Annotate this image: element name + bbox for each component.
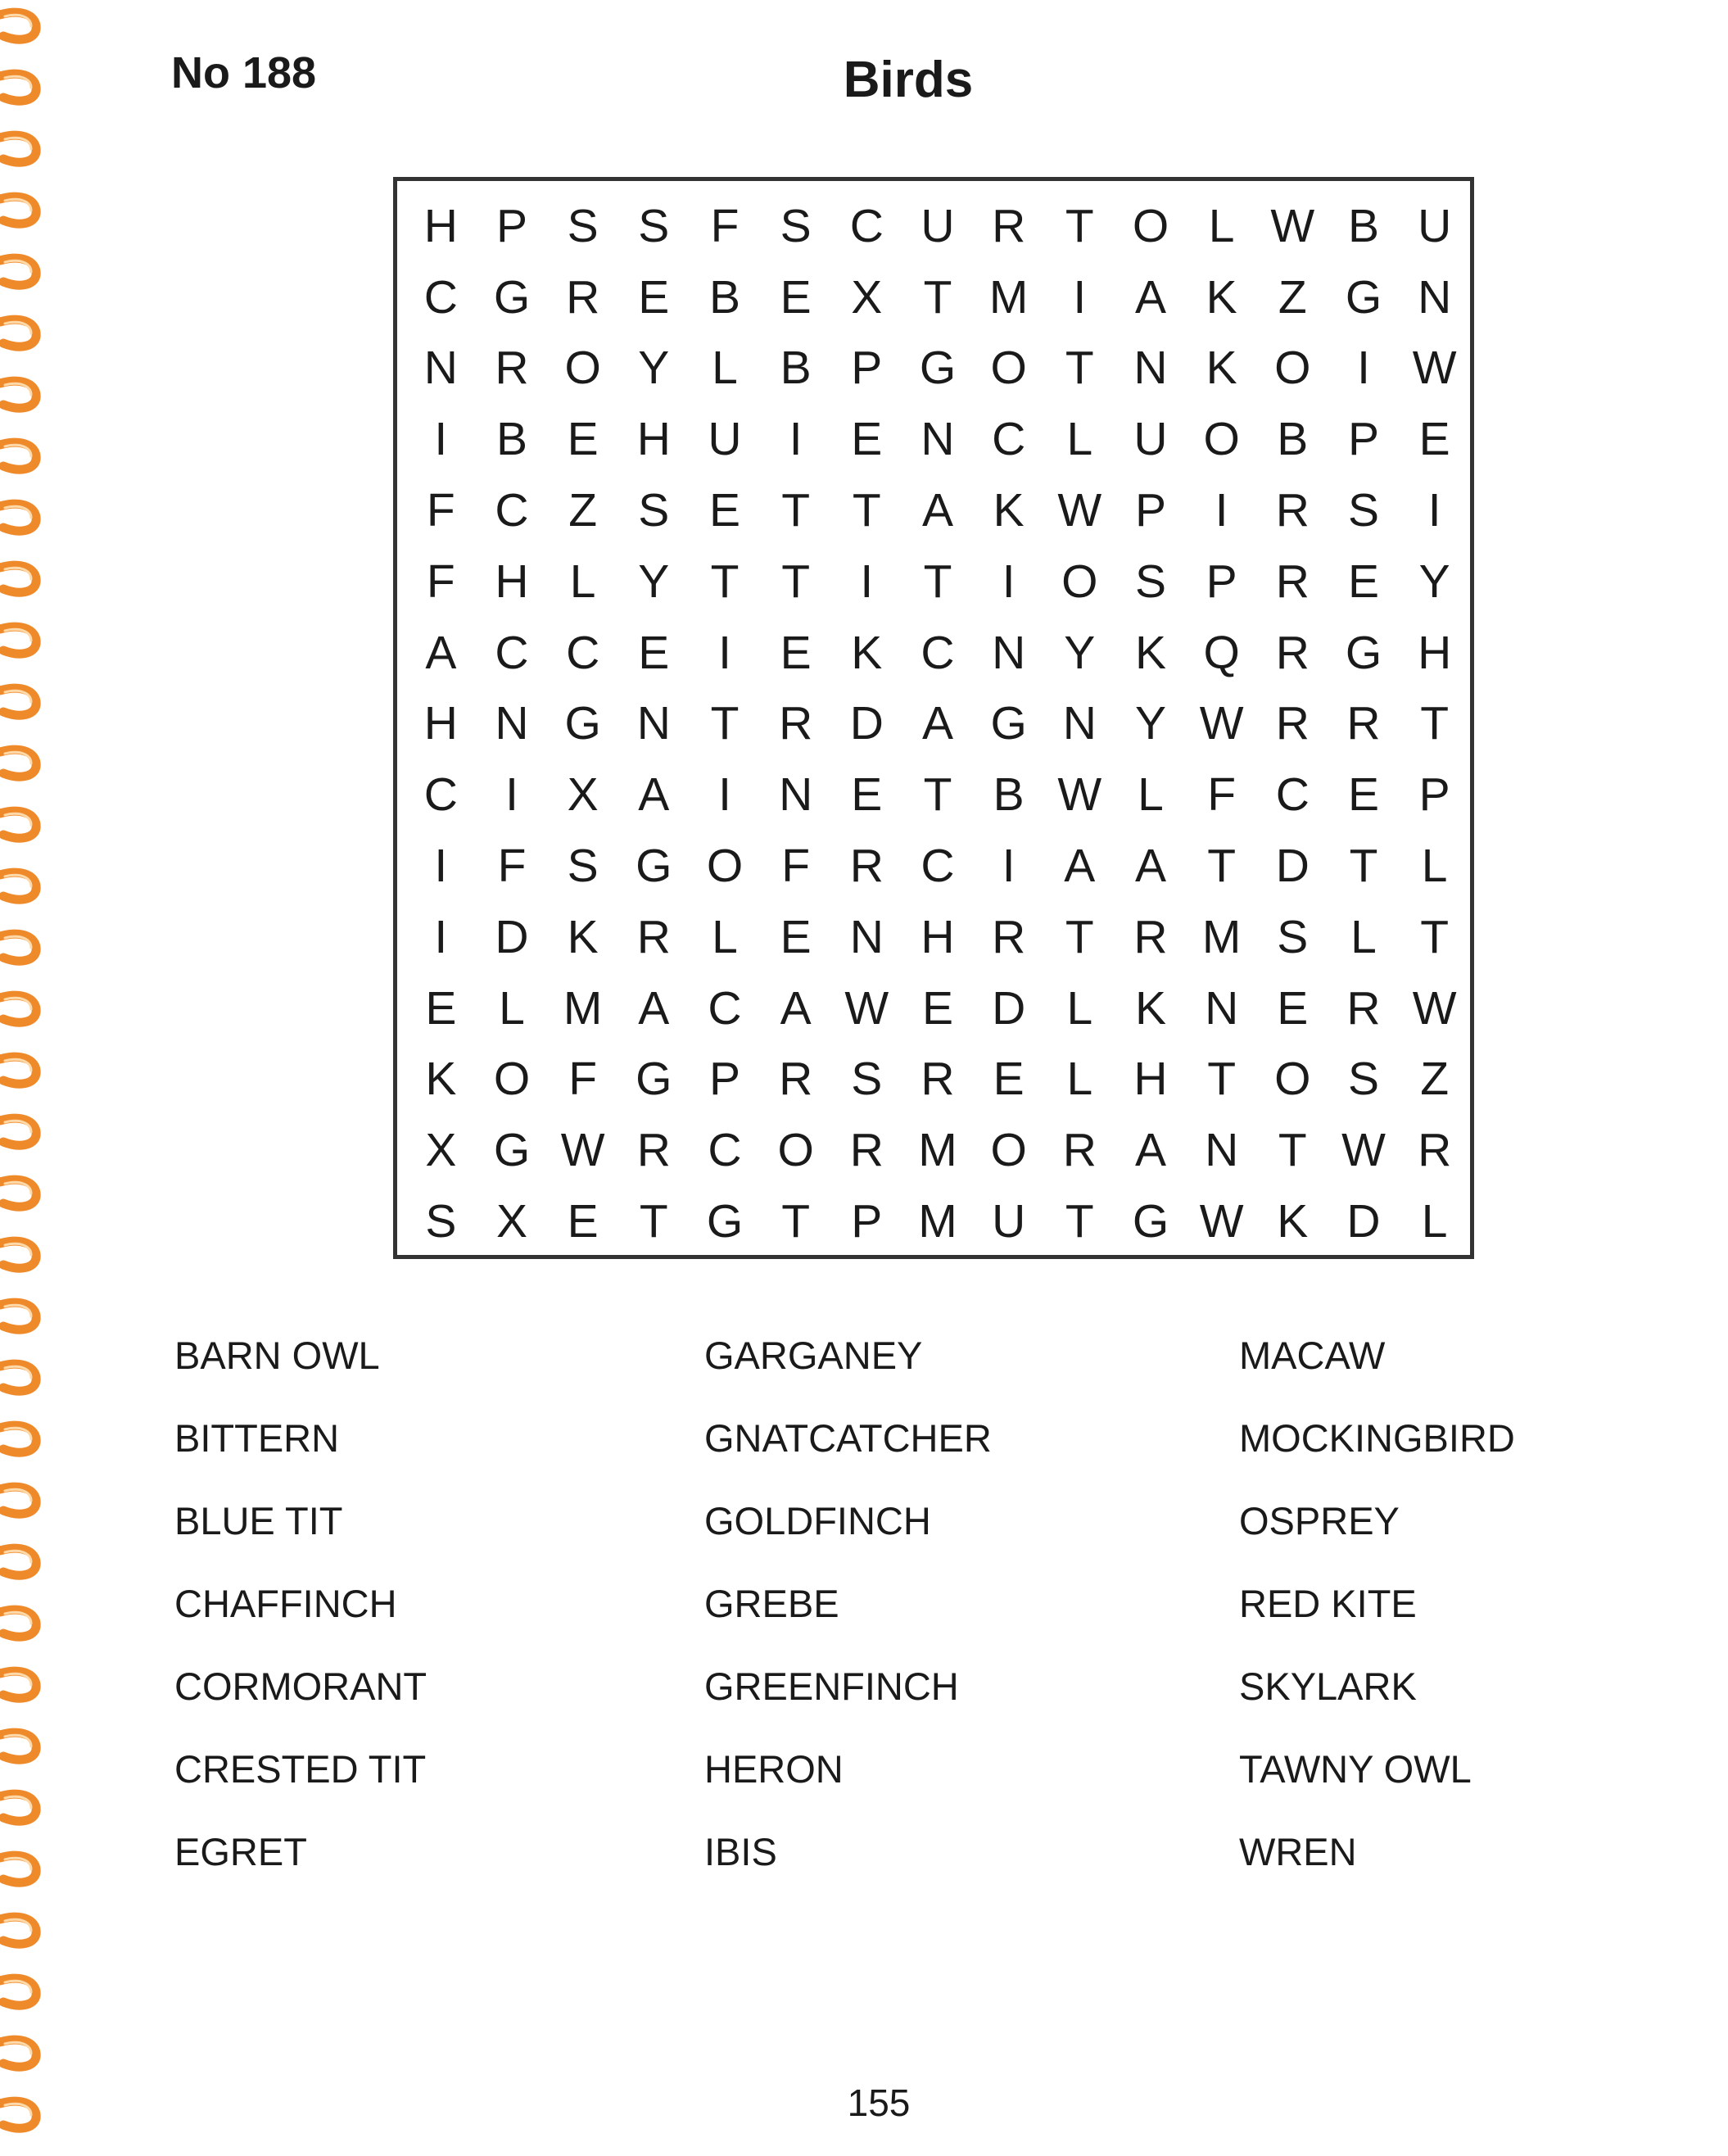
grid-letter: Z — [1420, 1053, 1450, 1106]
grid-letter: K — [1134, 626, 1166, 679]
grid-letter: T — [1420, 910, 1450, 963]
grid-letter: E — [1418, 413, 1450, 466]
word-item: BITTERN — [174, 1416, 340, 1460]
grid-letter: Y — [1064, 626, 1096, 679]
grid-letter: Y — [1134, 697, 1166, 750]
grid-letter: W — [1341, 1124, 1386, 1177]
grid-letter: A — [638, 981, 670, 1035]
spiral-coil — [0, 2040, 36, 2067]
grid-letter: G — [636, 1053, 672, 1106]
grid-letter: N — [495, 697, 529, 750]
grid-letter: I — [434, 910, 448, 963]
grid-letter: G — [706, 1195, 744, 1248]
grid-letter: W — [1412, 981, 1457, 1035]
grid-letter: W — [1199, 1195, 1244, 1248]
grid-letter: O — [1274, 1053, 1311, 1106]
grid-letter: G — [493, 1124, 531, 1177]
grid-letter: R — [1346, 697, 1381, 750]
word-item: EGRET — [174, 1830, 307, 1873]
grid-letter: O — [1274, 342, 1311, 395]
grid-letter: D — [1346, 1195, 1381, 1248]
word-search-grid — [393, 177, 1474, 1259]
word-item: CRESTED TIT — [174, 1747, 427, 1791]
word-item: GREBE — [704, 1582, 839, 1625]
grid-letter: K — [1206, 270, 1237, 324]
spiral-coil — [0, 504, 36, 531]
grid-letter: R — [992, 910, 1026, 963]
grid-letter: R — [566, 270, 600, 324]
grid-letter: R — [779, 697, 813, 750]
grid-letter: F — [426, 555, 455, 608]
grid-letter: T — [781, 1195, 811, 1248]
grid-letter: C — [423, 270, 458, 324]
grid-letter: X — [567, 768, 599, 822]
grid-letter: R — [1346, 981, 1381, 1035]
word-item: SKYLARK — [1239, 1665, 1417, 1708]
grid-letter: B — [1347, 199, 1379, 252]
grid-letter: B — [780, 342, 812, 395]
grid-letter: E — [921, 981, 953, 1035]
word-item: WREN — [1239, 1830, 1357, 1873]
word-list — [174, 1335, 1698, 1925]
grid-letter: F — [781, 840, 811, 893]
grid-letter: C — [423, 768, 458, 822]
word-item: TAWNY OWL — [1239, 1747, 1472, 1791]
grid-letter: A — [921, 697, 953, 750]
grid-letter: R — [1418, 1124, 1452, 1177]
grid-letter: U — [1133, 413, 1168, 466]
grid-letter: X — [425, 1124, 457, 1177]
grid-letter: H — [1133, 1053, 1168, 1106]
spiral-coil — [0, 1794, 36, 1821]
grid-letter: I — [1357, 342, 1370, 395]
grid-letter: S — [1134, 555, 1166, 608]
grid-letter: P — [1206, 555, 1237, 608]
grid-letter: D — [1275, 840, 1310, 893]
spiral-coil — [0, 1548, 36, 1575]
grid-letter: S — [1347, 1053, 1379, 1106]
grid-letter: E — [567, 413, 599, 466]
grid-letter: O — [493, 1053, 531, 1106]
grid-letter: A — [1064, 840, 1096, 893]
grid-letter: K — [567, 910, 599, 963]
spiral-coil — [0, 1057, 36, 1084]
grid-letter: A — [425, 626, 457, 679]
grid-letter: G — [1132, 1195, 1169, 1248]
grid-letter: P — [1347, 413, 1379, 466]
grid-letter: L — [1421, 1195, 1448, 1248]
grid-letter: P — [1134, 484, 1166, 537]
spiral-coil — [0, 995, 36, 1022]
grid-letter: G — [493, 270, 531, 324]
grid-letter: T — [781, 555, 811, 608]
word-item: BLUE TIT — [174, 1499, 343, 1542]
grid-letter: I — [1215, 484, 1228, 537]
grid-letter: N — [423, 342, 458, 395]
spiral-coil — [0, 381, 36, 408]
grid-letter: T — [1065, 199, 1094, 252]
word-item: CORMORANT — [174, 1665, 427, 1708]
grid-letter: F — [497, 840, 527, 893]
grid-letter: T — [1065, 910, 1094, 963]
grid-letter: E — [1277, 981, 1309, 1035]
grid-letter: E — [425, 981, 457, 1035]
grid-letter: Y — [1418, 555, 1450, 608]
grid-letter: F — [568, 1053, 598, 1106]
grid-letter: R — [1275, 484, 1310, 537]
grid-letter: B — [708, 270, 740, 324]
grid-letter: I — [718, 626, 731, 679]
word-item: MOCKINGBIRD — [1239, 1416, 1515, 1460]
grid-letter: I — [1002, 555, 1016, 608]
grid-letter: D — [495, 910, 529, 963]
spiral-coil — [0, 1978, 36, 2005]
spiral-coil — [0, 565, 36, 592]
grid-letter: A — [780, 981, 812, 1035]
grid-letter: L — [1350, 910, 1377, 963]
grid-letter: D — [992, 981, 1026, 1035]
grid-letter: C — [566, 626, 600, 679]
spiral-coil — [0, 811, 36, 838]
grid-letter: T — [923, 555, 952, 608]
grid-letter: Q — [1203, 626, 1240, 679]
grid-letter: E — [780, 626, 812, 679]
word-item: RED KITE — [1239, 1582, 1417, 1625]
grid-letter: I — [505, 768, 518, 822]
spiral-coil — [0, 1917, 36, 1944]
grid-letter: C — [921, 840, 955, 893]
grid-letter: T — [923, 768, 952, 822]
grid-letter: R — [992, 199, 1026, 252]
word-column — [174, 1335, 427, 1914]
word-column — [704, 1335, 992, 1914]
grid-letter: O — [777, 1124, 814, 1177]
grid-letter: P — [851, 1195, 883, 1248]
grid-letter: L — [1066, 413, 1093, 466]
grid-letter: C — [708, 1124, 742, 1177]
grid-letter: C — [708, 981, 742, 1035]
grid-letter: G — [1345, 270, 1382, 324]
spiral-coil — [0, 135, 36, 162]
grid-letter: T — [1207, 840, 1237, 893]
grid-letter: H — [423, 697, 458, 750]
grid-letter: T — [852, 484, 881, 537]
grid-letter: C — [495, 626, 529, 679]
grid-letter: S — [638, 484, 670, 537]
grid-letter: N — [1418, 270, 1452, 324]
grid-letter: S — [1347, 484, 1379, 537]
page-number: 155 — [847, 2081, 911, 2124]
grid-letter: N — [779, 768, 813, 822]
word-item: GOLDFINCH — [704, 1499, 931, 1542]
grid-letter: R — [1133, 910, 1168, 963]
grid-letter: C — [992, 413, 1026, 466]
grid-letter: C — [495, 484, 529, 537]
grid-letter: O — [990, 1124, 1027, 1177]
grid-letter: L — [569, 555, 596, 608]
grid-letter: T — [781, 484, 811, 537]
spiral-coil — [0, 319, 36, 346]
word-item: IBIS — [704, 1830, 777, 1873]
grid-letter: W — [1270, 199, 1315, 252]
grid-letter: G — [1345, 626, 1382, 679]
spiral-binding — [0, 0, 57, 2156]
grid-letter: E — [638, 270, 670, 324]
grid-letter: H — [495, 555, 529, 608]
grid-letter: R — [1275, 697, 1310, 750]
grid-letter: W — [560, 1124, 605, 1177]
grid-letter: M — [563, 981, 603, 1035]
grid-letter: H — [1418, 626, 1452, 679]
grid-letter: L — [712, 342, 738, 395]
grid-letter: R — [921, 1053, 955, 1106]
spiral-coil — [0, 750, 36, 777]
grid-letter: O — [1203, 413, 1240, 466]
grid-letter: T — [1420, 697, 1450, 750]
grid-letter: M — [1201, 910, 1242, 963]
grid-letter: R — [1275, 626, 1310, 679]
spiral-coil — [0, 934, 36, 961]
spiral-coil — [0, 12, 36, 39]
grid-letter: T — [1065, 342, 1094, 395]
grid-letter: M — [918, 1195, 957, 1248]
grid-letter: K — [1277, 1195, 1309, 1248]
spiral-coil — [0, 1855, 36, 1882]
spiral-coil — [0, 1118, 36, 1145]
grid-letter: W — [1199, 697, 1244, 750]
spiral-coil — [0, 1487, 36, 1514]
word-item: MACAW — [1239, 1334, 1386, 1377]
grid-letter: A — [921, 484, 953, 537]
grid-letter: N — [1205, 981, 1239, 1035]
grid-letter: A — [638, 768, 670, 822]
grid-letter: E — [708, 484, 740, 537]
grid-letter: P — [708, 1053, 740, 1106]
grid-letter: H — [921, 910, 955, 963]
grid-letter: R — [849, 1124, 884, 1177]
grid-letter: I — [860, 555, 874, 608]
grid-letter: R — [636, 910, 671, 963]
grid-letter: Z — [1278, 270, 1307, 324]
grid-letter: E — [993, 1053, 1025, 1106]
grid-letter: U — [708, 413, 742, 466]
grid-letter: R — [495, 342, 529, 395]
grid-letter: N — [1133, 342, 1168, 395]
grid-letter: E — [780, 910, 812, 963]
word-item: GREENFINCH — [704, 1665, 959, 1708]
grid-letter: O — [564, 342, 601, 395]
grid-letter: H — [423, 199, 458, 252]
grid-letter: F — [710, 199, 740, 252]
grid-letter: K — [851, 626, 883, 679]
grid-letter: Y — [638, 555, 670, 608]
grid-letter: G — [990, 697, 1027, 750]
grid-letter: K — [993, 484, 1025, 537]
grid-letter: N — [636, 697, 671, 750]
grid-letter: E — [567, 1195, 599, 1248]
puzzle-title: Birds — [843, 52, 974, 108]
spiral-coil — [0, 872, 36, 899]
grid-letter: E — [780, 270, 812, 324]
grid-letter: D — [849, 697, 884, 750]
grid-letter: T — [1065, 1195, 1094, 1248]
grid-letter: F — [426, 484, 455, 537]
word-item: CHAFFINCH — [174, 1582, 397, 1625]
spiral-coil — [0, 688, 36, 715]
grid-letter: R — [1275, 555, 1310, 608]
grid-letter: N — [849, 910, 884, 963]
grid-letter: G — [564, 697, 601, 750]
word-item: GARGANEY — [704, 1334, 923, 1377]
grid-letter: R — [849, 840, 884, 893]
grid-letter: H — [636, 413, 671, 466]
spiral-coil — [0, 1671, 36, 1698]
grid-letter: T — [639, 1195, 668, 1248]
grid-letter: A — [1134, 840, 1166, 893]
grid-letter: G — [636, 840, 672, 893]
grid-letter: E — [638, 626, 670, 679]
grid-letter: U — [921, 199, 955, 252]
grid-letter: M — [988, 270, 1029, 324]
grid-letter: T — [710, 555, 740, 608]
grid-letter: T — [710, 697, 740, 750]
grid-letter: T — [1349, 840, 1378, 893]
grid-letter: A — [1134, 270, 1166, 324]
grid-letter: N — [1205, 1124, 1239, 1177]
grid-letter: S — [851, 1053, 883, 1106]
grid-letter: L — [1138, 768, 1164, 822]
grid-letter: O — [706, 840, 744, 893]
grid-letter: N — [921, 413, 955, 466]
grid-letter: W — [1057, 768, 1102, 822]
grid-letter: L — [1066, 981, 1093, 1035]
grid-letter: L — [1421, 840, 1448, 893]
grid-letter: B — [495, 413, 527, 466]
grid-letter: N — [992, 626, 1026, 679]
spiral-coil — [0, 258, 36, 285]
grid-letter: X — [851, 270, 883, 324]
word-item: BARN OWL — [174, 1334, 380, 1377]
grid-letter: P — [851, 342, 883, 395]
grid-letter: O — [1132, 199, 1169, 252]
grid-letter: E — [851, 413, 883, 466]
grid-letter: P — [495, 199, 527, 252]
grid-letter: P — [1418, 768, 1450, 822]
grid-letter: S — [638, 199, 670, 252]
word-item: GNATCATCHER — [704, 1416, 992, 1460]
spiral-coil — [0, 197, 36, 224]
grid-letter: I — [1427, 484, 1441, 537]
grid-letter: G — [919, 342, 957, 395]
word-item: HERON — [704, 1747, 844, 1791]
letter-grid — [405, 191, 1470, 1257]
grid-letter: L — [499, 981, 525, 1035]
spiral-coil — [0, 1180, 36, 1207]
grid-letter: T — [1207, 1053, 1237, 1106]
grid-letter: E — [1347, 555, 1379, 608]
grid-letter: T — [1278, 1124, 1307, 1177]
grid-letter: X — [495, 1195, 527, 1248]
spiral-coil — [0, 1364, 36, 1391]
grid-letter: B — [993, 768, 1025, 822]
grid-letter: E — [1347, 768, 1379, 822]
grid-letter: R — [636, 1124, 671, 1177]
grid-letter: C — [849, 199, 884, 252]
grid-letter: R — [1062, 1124, 1097, 1177]
grid-letter: U — [1418, 199, 1452, 252]
grid-letter: W — [1057, 484, 1102, 537]
grid-letter: K — [425, 1053, 457, 1106]
grid-letter: C — [921, 626, 955, 679]
grid-letter: I — [1073, 270, 1087, 324]
word-column — [1239, 1335, 1515, 1914]
spiral-coil — [0, 1241, 36, 1268]
grid-letter: W — [1412, 342, 1457, 395]
grid-letter: E — [851, 768, 883, 822]
grid-letter: R — [779, 1053, 813, 1106]
grid-letter: C — [1275, 768, 1310, 822]
grid-letter: F — [1207, 768, 1237, 822]
grid-letter: O — [1061, 555, 1098, 608]
grid-letter: M — [918, 1124, 957, 1177]
spiral-coil — [0, 627, 36, 654]
grid-letter: Z — [568, 484, 598, 537]
spiral-coil — [0, 1425, 36, 1452]
grid-letter: L — [1066, 1053, 1093, 1106]
grid-letter: Y — [638, 342, 670, 395]
grid-letter: K — [1134, 981, 1166, 1035]
grid-letter: S — [1277, 910, 1309, 963]
grid-letter: S — [567, 199, 599, 252]
spiral-coil — [0, 1610, 36, 1637]
grid-letter: I — [434, 840, 448, 893]
grid-letter: I — [718, 768, 731, 822]
grid-letter: L — [1208, 199, 1235, 252]
spiral-coil — [0, 1302, 36, 1329]
grid-letter: W — [844, 981, 889, 1035]
grid-letter: U — [992, 1195, 1026, 1248]
grid-letter: I — [789, 413, 803, 466]
grid-letter: S — [425, 1195, 457, 1248]
word-item: OSPREY — [1239, 1499, 1400, 1542]
grid-letter: S — [780, 199, 812, 252]
grid-letter: I — [1002, 840, 1016, 893]
grid-letter: S — [567, 840, 599, 893]
puzzle-number: No 188 — [171, 48, 317, 97]
grid-letter: B — [1277, 413, 1309, 466]
spiral-coil — [0, 442, 36, 469]
grid-letter: A — [1134, 1124, 1166, 1177]
grid-letter: N — [1062, 697, 1097, 750]
spiral-coil — [0, 1732, 36, 1760]
grid-letter: T — [923, 270, 952, 324]
grid-letter: L — [712, 910, 738, 963]
grid-letter: K — [1206, 342, 1237, 395]
grid-letter: O — [990, 342, 1027, 395]
grid-letter: I — [434, 413, 448, 466]
